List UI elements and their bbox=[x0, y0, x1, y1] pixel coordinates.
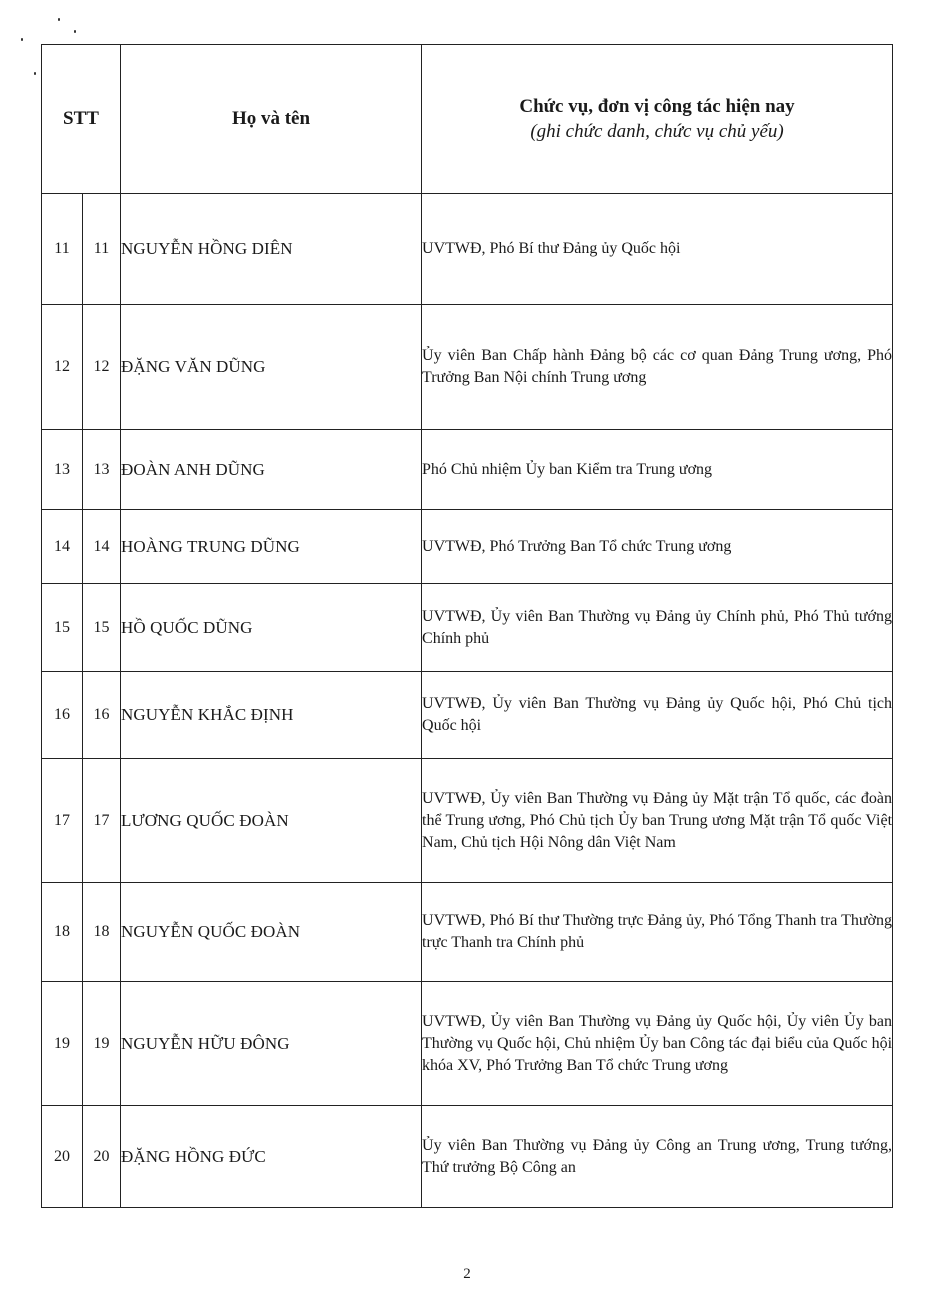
row-sub-number: 17 bbox=[83, 759, 121, 883]
row-sub-number: 16 bbox=[83, 672, 121, 759]
row-sub-number: 20 bbox=[83, 1106, 121, 1208]
table-row bbox=[42, 982, 893, 1106]
row-sub-number: 13 bbox=[83, 430, 121, 510]
person-name: LƯƠNG QUỐC ĐOÀN bbox=[121, 759, 422, 883]
row-number: 17 bbox=[42, 759, 83, 883]
person-position: UVTWĐ, Ủy viên Ban Thường vụ Đảng ủy Chính phủ, Phó Thủ tướng Chính phủ bbox=[422, 584, 893, 672]
person-position: UVTWĐ, Phó Bí thư Thường trực Đảng ủy, Phó Tổng Thanh tra Thường trực Thanh tra Chính phủ bbox=[422, 883, 893, 982]
row-sub-number: 11 bbox=[83, 194, 121, 305]
scan-mark bbox=[58, 18, 60, 21]
person-name: NGUYỄN QUỐC ĐOÀN bbox=[121, 883, 422, 982]
header-position-title: Chức vụ, đơn vị công tác hiện nay bbox=[519, 96, 795, 117]
person-name: HỒ QUỐC DŨNG bbox=[121, 584, 422, 672]
header-stt: STT bbox=[42, 45, 121, 194]
table-row bbox=[42, 759, 893, 883]
person-name: ĐẶNG HỒNG ĐỨC bbox=[121, 1106, 422, 1208]
table-header-row bbox=[42, 45, 893, 194]
person-name: ĐẶNG VĂN DŨNG bbox=[121, 305, 422, 430]
page-number: 2 bbox=[463, 1266, 471, 1282]
table-row bbox=[42, 1106, 893, 1208]
scan-mark bbox=[74, 30, 76, 33]
table-row bbox=[42, 510, 893, 584]
row-number: 16 bbox=[42, 672, 83, 759]
person-position: UVTWĐ, Ủy viên Ban Thường vụ Đảng ủy Quốc hội, Phó Chủ tịch Quốc hội bbox=[422, 672, 893, 759]
row-number: 11 bbox=[42, 194, 83, 305]
table-row bbox=[42, 584, 893, 672]
table-row bbox=[42, 194, 893, 305]
row-number: 20 bbox=[42, 1106, 83, 1208]
roster-table bbox=[41, 44, 893, 1208]
row-number: 15 bbox=[42, 584, 83, 672]
person-name: NGUYỄN KHẮC ĐỊNH bbox=[121, 672, 422, 759]
document-page bbox=[41, 44, 892, 1207]
row-number: 19 bbox=[42, 982, 83, 1106]
row-sub-number: 14 bbox=[83, 510, 121, 584]
row-sub-number: 12 bbox=[83, 305, 121, 430]
person-position: Phó Chủ nhiệm Ủy ban Kiểm tra Trung ương bbox=[422, 430, 893, 510]
row-number: 18 bbox=[42, 883, 83, 982]
person-position: Ủy viên Ban Thường vụ Đảng ủy Công an Trung ương, Trung tướng, Thứ trưởng Bộ Công an bbox=[422, 1106, 893, 1208]
person-position: UVTWĐ, Ủy viên Ban Thường vụ Đảng ủy Quốc hội, Ủy viên Ủy ban Thường vụ Quốc hội, Chủ nhiệm Ủy ban Công tác đại biểu của Quốc hội khóa XV, Phó Trưởng Ban Tổ chức Trung ương bbox=[422, 982, 893, 1106]
row-sub-number: 18 bbox=[83, 883, 121, 982]
table-row bbox=[42, 430, 893, 510]
row-sub-number: 19 bbox=[83, 982, 121, 1106]
person-name: NGUYỄN HỮU ĐÔNG bbox=[121, 982, 422, 1106]
person-name: NGUYỄN HỒNG DIÊN bbox=[121, 194, 422, 305]
row-number: 14 bbox=[42, 510, 83, 584]
scan-mark bbox=[34, 72, 36, 75]
person-name: ĐOÀN ANH DŨNG bbox=[121, 430, 422, 510]
table-row bbox=[42, 305, 893, 430]
table-row bbox=[42, 672, 893, 759]
row-number: 13 bbox=[42, 430, 83, 510]
scan-mark bbox=[21, 38, 23, 41]
person-name: HOÀNG TRUNG DŨNG bbox=[121, 510, 422, 584]
person-position: Ủy viên Ban Chấp hành Đảng bộ các cơ quan Đảng Trung ương, Phó Trưởng Ban Nội chính Trung ương bbox=[422, 305, 893, 430]
person-position: UVTWĐ, Ủy viên Ban Thường vụ Đảng ủy Mặt trận Tổ quốc, các đoàn thể Trung ương, Phó Chủ tịch Ủy ban Trung ương Mặt trận Tổ quốc Việt Nam, Chủ tịch Hội Nông dân Việt Nam bbox=[422, 759, 893, 883]
header-position-note: (ghi chức danh, chức vụ chủ yếu) bbox=[530, 121, 784, 142]
table-row bbox=[42, 883, 893, 982]
row-number: 12 bbox=[42, 305, 83, 430]
header-position bbox=[422, 45, 893, 194]
person-position: UVTWĐ, Phó Bí thư Đảng ủy Quốc hội bbox=[422, 194, 893, 305]
person-position: UVTWĐ, Phó Trưởng Ban Tổ chức Trung ương bbox=[422, 510, 893, 584]
row-sub-number: 15 bbox=[83, 584, 121, 672]
header-name: Họ và tên bbox=[121, 45, 422, 194]
